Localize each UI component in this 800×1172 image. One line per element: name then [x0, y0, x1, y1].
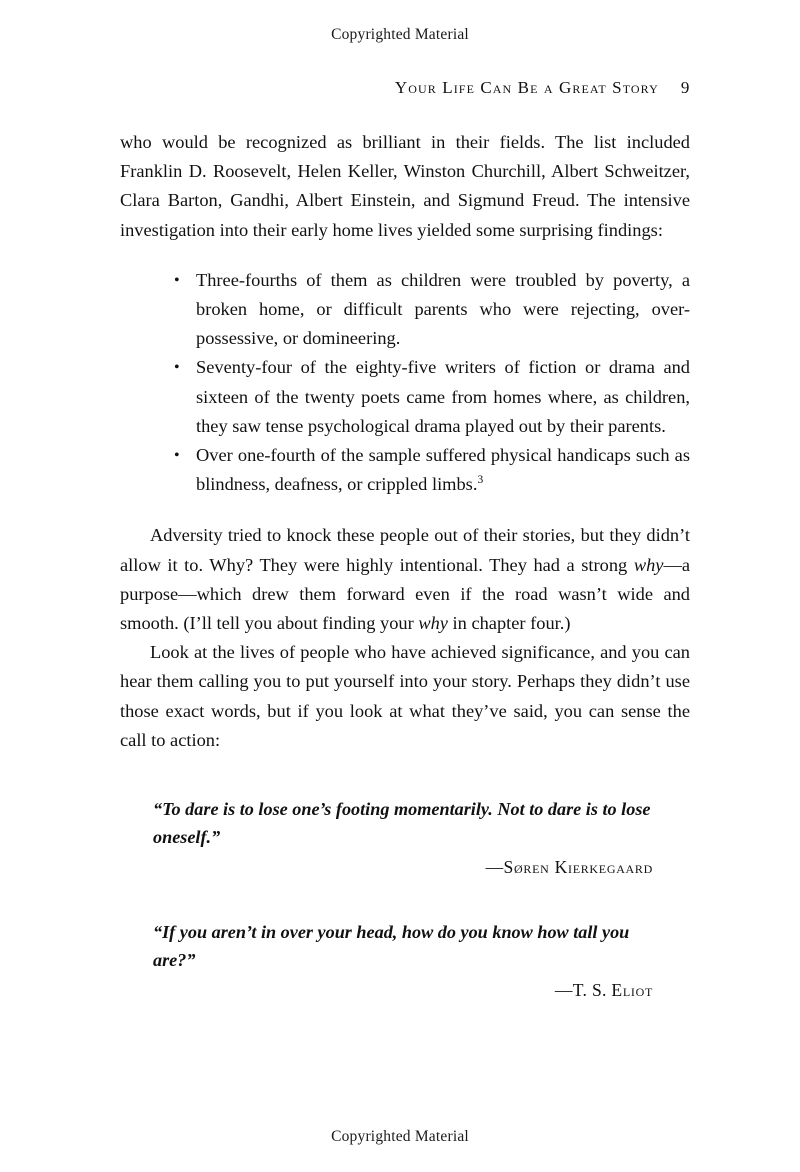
quote-text: “To dare is to lose one’s footing momentarily. Not to dare is to lose oneself.” — [153, 799, 651, 848]
spacer — [120, 499, 690, 521]
pull-quote-kierkegaard — [153, 795, 653, 878]
list-item-text: Over one-fourth of the sample suffered physical handicaps such as blindness, deafness, or crippled limbs. — [196, 445, 690, 495]
quote-attribution — [153, 857, 653, 878]
emphasis-why-1: why — [633, 554, 664, 575]
footnote-reference: 3 — [477, 474, 484, 487]
pull-quote-eliot — [153, 918, 653, 1001]
running-head-title: Your Life Can Be a Great Story — [394, 78, 659, 97]
paragraph-adversity-part3: in chapter four.) — [447, 613, 571, 634]
emphasis-why-2: why — [418, 613, 448, 634]
quote-attribution — [153, 980, 653, 1001]
list-item: • Seventy-four of the eighty-five writers of fiction or drama and sixteen of the twenty poets came from homes where, as children, they saw tense psychological drama played out by their parents. — [174, 353, 690, 441]
page-number: 9 — [680, 78, 690, 97]
attribution-dash: —T. S. — [554, 980, 612, 1001]
copyright-watermark-bottom: Copyrighted Material — [331, 1128, 469, 1145]
attribution-name: Eliot — [611, 980, 653, 1001]
paragraph-adversity-part2: —a purpose—which drew them forward even if the road wasn’t wide and smooth. (I’ll tell you about finding your — [120, 554, 690, 634]
attribution-dash: — — [485, 857, 504, 878]
paragraph-continuation: who would be recognized as brilliant in their fields. The list included Franklin D. Roosevelt, Helen Keller, Winston Churchill, Albert Schweitzer, Clara Barton, Gandhi, Albert Einstein, and Sigmund Freud. The intensive investigation into their early home lives yielded some surprising findings: — [120, 132, 690, 240]
list-item — [174, 441, 690, 499]
paragraph-adversity — [120, 521, 690, 638]
copyright-watermark-top: Copyrighted Material — [331, 26, 469, 43]
bullet-list — [120, 266, 690, 500]
paragraph-significance: Look at the lives of people who have achieved significance, and you can hear them calling you to put yourself into your story. Perhaps they didn’t use those exact words, but if you look at what they’ve said, you can sense the call to action: — [120, 642, 690, 750]
list-item: • Three-fourths of them as children were troubled by poverty, a broken home, or difficult parents who were rejecting, over-possessive, or domineering. — [174, 266, 690, 354]
running-head — [120, 78, 690, 98]
page-content — [120, 128, 690, 1001]
quote-text: “If you aren’t in over your head, how do you know how tall you are?” — [153, 922, 630, 971]
attribution-name: Søren Kierkegaard — [503, 857, 653, 878]
paragraph-adversity-part1: Adversity tried to knock these people out of their stories, but they didn’t allow it to. Why? They were highly intentional. They had a strong — [120, 525, 690, 575]
